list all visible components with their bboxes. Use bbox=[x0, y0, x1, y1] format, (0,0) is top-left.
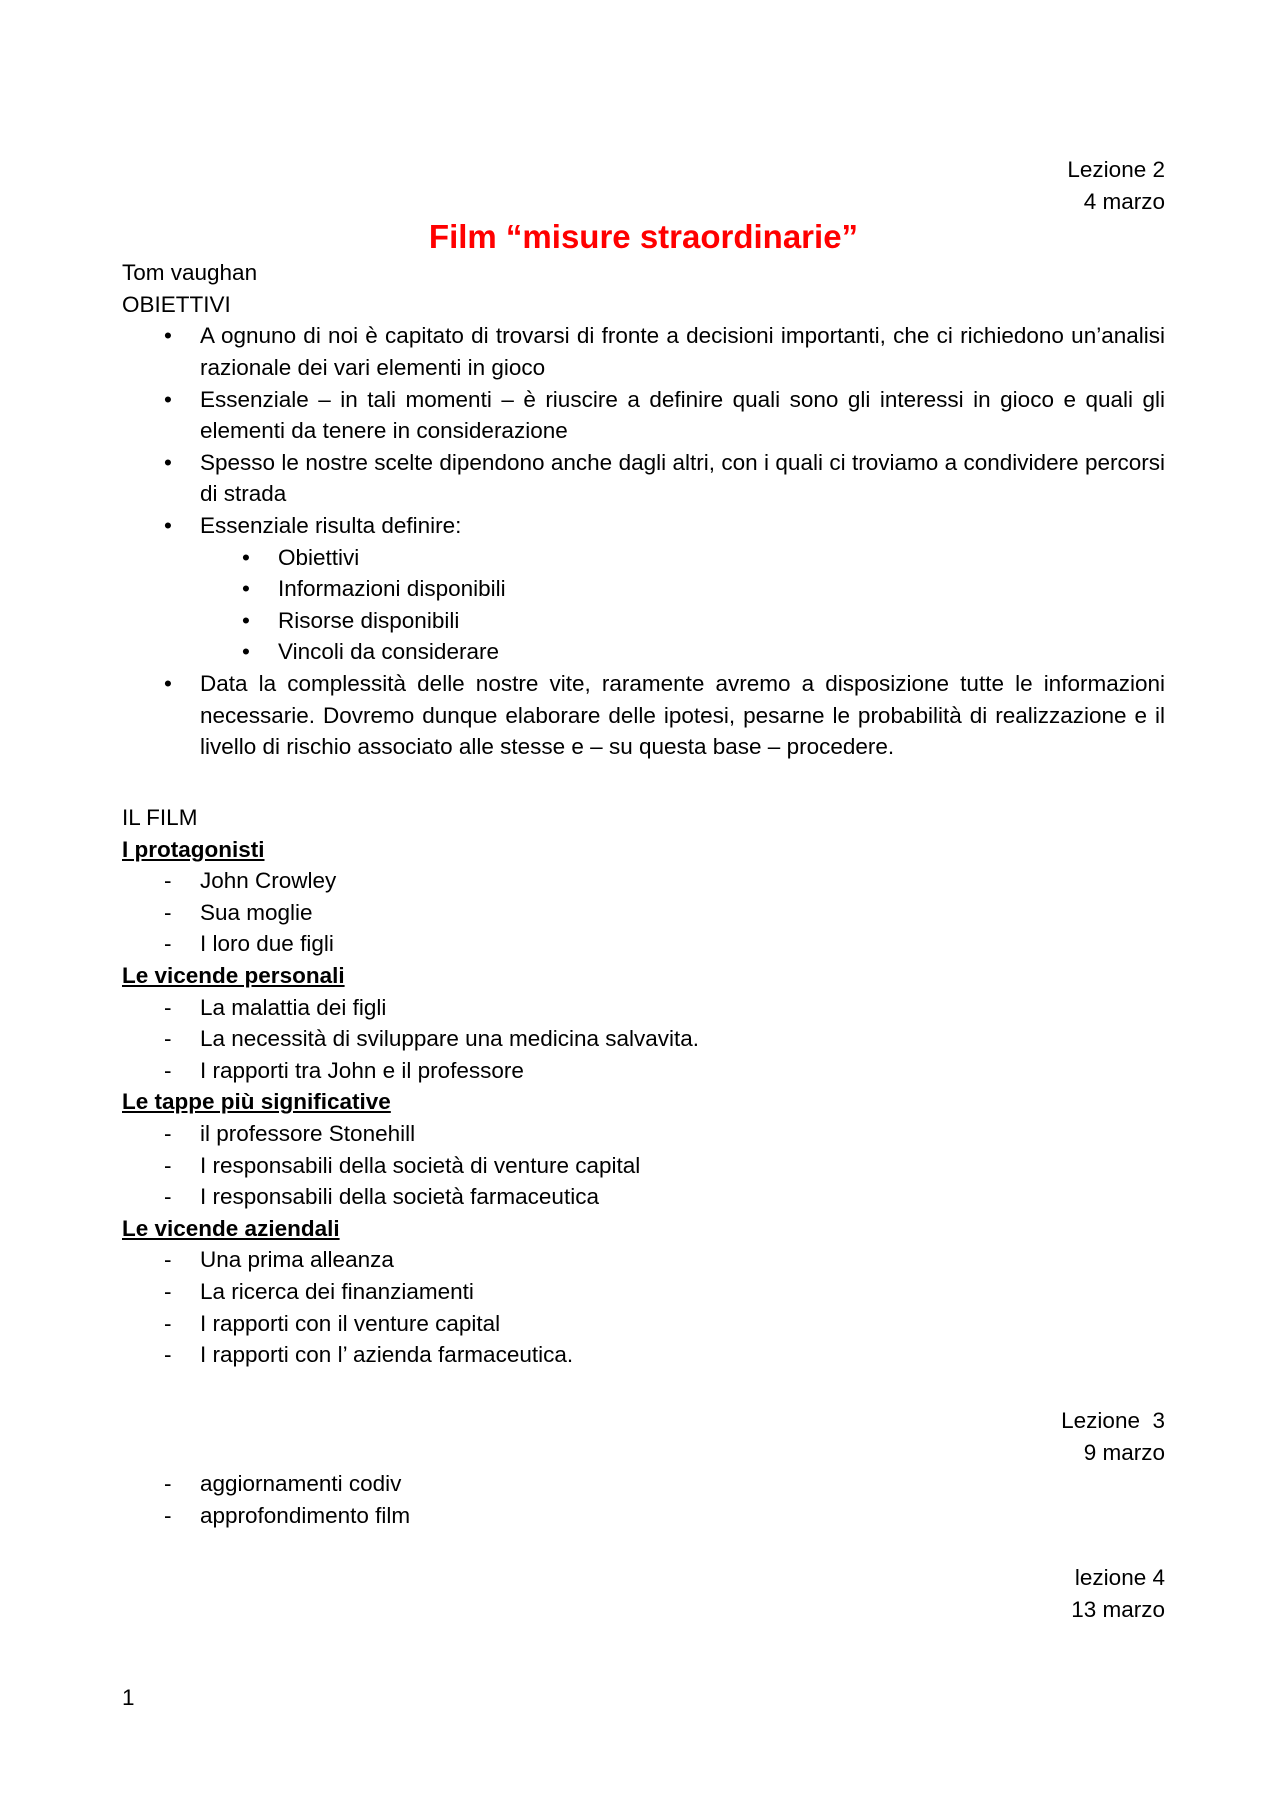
bullet-marker: • bbox=[164, 670, 172, 696]
list-item-text: La necessità di sviluppare una medicina salvavita. bbox=[200, 1026, 700, 1052]
sub-bullet bbox=[122, 636, 1165, 668]
dash-marker: - bbox=[164, 1310, 172, 1336]
list-item-text: il professore Stonehill bbox=[200, 1120, 416, 1146]
author: Tom vaughan bbox=[122, 260, 258, 286]
list-item bbox=[122, 1181, 1165, 1213]
bullet-marker: • bbox=[242, 576, 250, 602]
list-item bbox=[122, 1500, 1165, 1532]
section-title: Le vicende personali bbox=[122, 962, 345, 988]
list-item-text: La ricerca dei finanziamenti bbox=[200, 1278, 474, 1304]
list-item-text: Una prima alleanza bbox=[200, 1247, 394, 1273]
list-item-text: I rapporti tra John e il professore bbox=[200, 1057, 524, 1083]
list-item-text: La malattia dei figli bbox=[200, 994, 387, 1020]
list-item bbox=[122, 1339, 1165, 1371]
lesson-4-header bbox=[122, 1562, 1165, 1625]
list-item-text: Sua moglie bbox=[200, 899, 313, 925]
dash-marker: - bbox=[164, 1057, 172, 1083]
bullet-marker: • bbox=[164, 323, 172, 349]
lesson-label: Lezione 2 bbox=[1067, 157, 1165, 182]
list-item-text: I rapporti con il venture capital bbox=[200, 1310, 501, 1336]
objective-text: Data la complessità delle nostre vite, raramente avremo a disposizione tutte le informazioni necessarie. Dovremo dunque elaborare delle ipotesi, pesarne le probabilità di realizzazione e il livello di rischio associato alle stesse e – su questa base – procedere. bbox=[200, 670, 1165, 760]
list-item-text: I responsabili della società farmaceutica bbox=[200, 1184, 599, 1210]
dash-marker: - bbox=[164, 868, 172, 894]
dash-marker: - bbox=[164, 1247, 172, 1273]
list-item bbox=[122, 865, 1165, 897]
lesson-date: 4 marzo bbox=[1083, 188, 1165, 214]
dash-marker: - bbox=[164, 1471, 172, 1497]
dash-marker: - bbox=[164, 1502, 172, 1528]
list-item bbox=[122, 1023, 1165, 1055]
document-title: Film “misure straordinarie” bbox=[428, 218, 859, 256]
list-item-text: I loro due figli bbox=[200, 931, 334, 957]
dash-marker: - bbox=[164, 1278, 172, 1304]
bullet-marker: • bbox=[164, 449, 172, 475]
objective-bullet bbox=[122, 384, 1165, 447]
list-item-text: aggiornamenti codiv bbox=[200, 1471, 402, 1497]
objectives-heading: OBIETTIVI bbox=[122, 291, 231, 317]
dash-marker: - bbox=[164, 994, 172, 1020]
list-item bbox=[122, 897, 1165, 929]
list-item bbox=[122, 1118, 1165, 1150]
list-item bbox=[122, 928, 1165, 960]
sub-bullet bbox=[122, 542, 1165, 574]
dash-marker: - bbox=[164, 1026, 172, 1052]
list-item-text: John Crowley bbox=[200, 868, 337, 894]
list-item-text: I responsabili della società di venture capital bbox=[200, 1152, 641, 1178]
objective-bullet bbox=[122, 320, 1165, 383]
list-item bbox=[122, 992, 1165, 1024]
list-item bbox=[122, 1468, 1165, 1500]
lesson-2-header bbox=[122, 154, 1165, 763]
list-item-text: I rapporti con l’ azienda farmaceutica. bbox=[200, 1342, 574, 1368]
section-title: Le vicende aziendali bbox=[122, 1215, 340, 1241]
objective-text: A ognuno di noi è capitato di trovarsi di fronte a decisioni importanti, che ci richiedono un’analisi razionale dei vari elementi in gioco bbox=[200, 323, 1165, 380]
dash-marker: - bbox=[164, 1120, 172, 1146]
film-heading: IL FILM bbox=[122, 805, 198, 830]
dash-marker: - bbox=[164, 931, 172, 957]
sub-bullet bbox=[122, 605, 1165, 637]
objective-text: Essenziale – in tali momenti – è riuscire a definire quali sono gli interessi in gioco e quali gli elementi da tenere in considerazione bbox=[200, 386, 1165, 444]
sub-bullet-text: Vincoli da considerare bbox=[278, 639, 499, 665]
lesson-3-section bbox=[122, 1405, 1165, 1531]
objective-text: Essenziale risulta definire: bbox=[200, 512, 462, 538]
bullet-marker: • bbox=[242, 607, 250, 633]
bullet-marker: • bbox=[164, 386, 172, 412]
objective-bullet bbox=[122, 668, 1165, 763]
sub-bullet-text: Risorse disponibili bbox=[278, 607, 460, 633]
dash-marker: - bbox=[164, 1152, 172, 1178]
lesson-label: lezione 4 bbox=[1074, 1565, 1165, 1590]
sub-bullet-text: Obiettivi bbox=[278, 544, 360, 570]
page-number: 1 bbox=[122, 1685, 135, 1710]
dash-marker: - bbox=[164, 1342, 172, 1368]
section-title: Le tappe più significative bbox=[122, 1089, 391, 1115]
objective-bullet bbox=[122, 447, 1165, 510]
lesson-date: 9 marzo bbox=[1083, 1439, 1165, 1465]
film-section bbox=[122, 802, 1165, 1371]
lesson-date: 13 marzo bbox=[1071, 1596, 1165, 1622]
sub-bullet-text: Informazioni disponibili bbox=[278, 576, 506, 602]
list-item-text: approfondimento film bbox=[200, 1502, 411, 1528]
objective-bullet bbox=[122, 510, 1165, 542]
objective-text: Spesso le nostre scelte dipendono anche dagli altri, con i quali ci troviamo a condividere percorsi di strada bbox=[200, 449, 1165, 507]
list-item bbox=[122, 1276, 1165, 1308]
list-item bbox=[122, 1244, 1165, 1276]
list-item bbox=[122, 1055, 1165, 1087]
dash-marker: - bbox=[164, 899, 172, 925]
list-item bbox=[122, 1308, 1165, 1340]
bullet-marker: • bbox=[164, 512, 172, 538]
dash-marker: - bbox=[164, 1184, 172, 1210]
lesson-label: Lezione 3 bbox=[1061, 1408, 1165, 1433]
bullet-marker: • bbox=[242, 544, 250, 570]
section-title: I protagonisti bbox=[122, 836, 265, 862]
bullet-marker: • bbox=[242, 639, 250, 665]
sub-bullet bbox=[122, 573, 1165, 605]
list-item bbox=[122, 1150, 1165, 1182]
